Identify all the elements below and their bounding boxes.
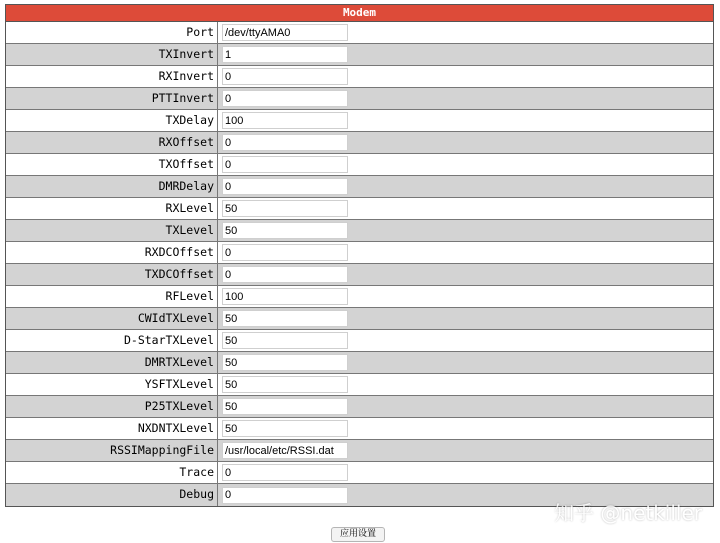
config-label: Debug (6, 484, 218, 506)
config-input-debug[interactable] (222, 487, 348, 504)
config-row-txdelay (6, 110, 713, 132)
config-label: TXDCOffset (6, 264, 218, 285)
config-row-txinvert (6, 44, 713, 66)
config-label: D-StarTXLevel (6, 330, 218, 351)
config-row-rssimappingfile (6, 440, 713, 462)
config-row-nxdntxlevel (6, 418, 713, 440)
config-row-ysftxlevel (6, 374, 713, 396)
config-row-txoffset (6, 154, 713, 176)
config-value-cell (218, 66, 713, 87)
config-row-pttinvert (6, 88, 713, 110)
config-input-trace[interactable] (222, 464, 348, 481)
config-row-dmrtxlevel (6, 352, 713, 374)
config-label: RXOffset (6, 132, 218, 153)
config-input-txinvert[interactable] (222, 46, 348, 63)
config-value-cell (218, 396, 713, 417)
config-label: RXDCOffset (6, 242, 218, 263)
panel-title: Modem (6, 5, 713, 22)
config-input-rflevel[interactable] (222, 288, 348, 305)
config-input-dmrtxlevel[interactable] (222, 354, 348, 371)
config-input-ysftxlevel[interactable] (222, 376, 348, 393)
config-input-txoffset[interactable] (222, 156, 348, 173)
config-input-cwidtxlevel[interactable] (222, 310, 348, 327)
config-input-txdelay[interactable] (222, 112, 348, 129)
config-value-cell (218, 264, 713, 285)
config-row-rxlevel (6, 198, 713, 220)
config-value-cell (218, 440, 713, 461)
config-rows (6, 22, 713, 506)
config-label: P25TXLevel (6, 396, 218, 417)
config-input-rxinvert[interactable] (222, 68, 348, 85)
config-row-rxoffset (6, 132, 713, 154)
config-label: RFLevel (6, 286, 218, 307)
config-input-d-startxlevel[interactable] (222, 332, 348, 349)
config-input-txlevel[interactable] (222, 222, 348, 239)
config-row-txdcoffset (6, 264, 713, 286)
config-value-cell (218, 220, 713, 241)
apply-settings-button[interactable]: 应用设置 (331, 527, 385, 542)
config-label: NXDNTXLevel (6, 418, 218, 439)
watermark: 知乎 @netkiller (554, 501, 702, 525)
config-label: Port (6, 22, 218, 43)
config-label: YSFTXLevel (6, 374, 218, 395)
config-value-cell (218, 22, 713, 43)
config-value-cell (218, 462, 713, 483)
config-input-port[interactable] (222, 24, 348, 41)
config-row-cwidtxlevel (6, 308, 713, 330)
config-input-rssimappingfile[interactable] (222, 442, 348, 459)
config-label: TXInvert (6, 44, 218, 65)
config-value-cell (218, 330, 713, 351)
config-row-d-startxlevel (6, 330, 713, 352)
config-label: TXOffset (6, 154, 218, 175)
config-input-rxlevel[interactable] (222, 200, 348, 217)
config-row-p25txlevel (6, 396, 713, 418)
config-label: PTTInvert (6, 88, 218, 109)
config-value-cell (218, 418, 713, 439)
config-value-cell (218, 374, 713, 395)
config-label: RXLevel (6, 198, 218, 219)
config-input-nxdntxlevel[interactable] (222, 420, 348, 437)
config-row-rxdcoffset (6, 242, 713, 264)
config-label: DMRDelay (6, 176, 218, 197)
config-label: DMRTXLevel (6, 352, 218, 373)
config-value-cell (218, 352, 713, 373)
config-value-cell (218, 242, 713, 263)
config-value-cell (218, 154, 713, 175)
modem-config-panel (5, 4, 714, 507)
config-label: TXDelay (6, 110, 218, 131)
config-value-cell (218, 176, 713, 197)
config-label: TXLevel (6, 220, 218, 241)
config-value-cell (218, 88, 713, 109)
config-value-cell (218, 44, 713, 65)
config-row-trace (6, 462, 713, 484)
config-input-pttinvert[interactable] (222, 90, 348, 107)
config-row-rflevel (6, 286, 713, 308)
config-row-port (6, 22, 713, 44)
config-value-cell (218, 132, 713, 153)
config-input-rxdcoffset[interactable] (222, 244, 348, 261)
config-row-txlevel (6, 220, 713, 242)
config-input-p25txlevel[interactable] (222, 398, 348, 415)
config-label: CWIdTXLevel (6, 308, 218, 329)
config-value-cell (218, 308, 713, 329)
config-value-cell (218, 198, 713, 219)
config-value-cell (218, 286, 713, 307)
config-row-rxinvert (6, 66, 713, 88)
config-input-txdcoffset[interactable] (222, 266, 348, 283)
config-value-cell (218, 110, 713, 131)
config-row-dmrdelay (6, 176, 713, 198)
config-input-dmrdelay[interactable] (222, 178, 348, 195)
config-label: Trace (6, 462, 218, 483)
config-label: RXInvert (6, 66, 218, 87)
config-label: RSSIMappingFile (6, 440, 218, 461)
config-input-rxoffset[interactable] (222, 134, 348, 151)
